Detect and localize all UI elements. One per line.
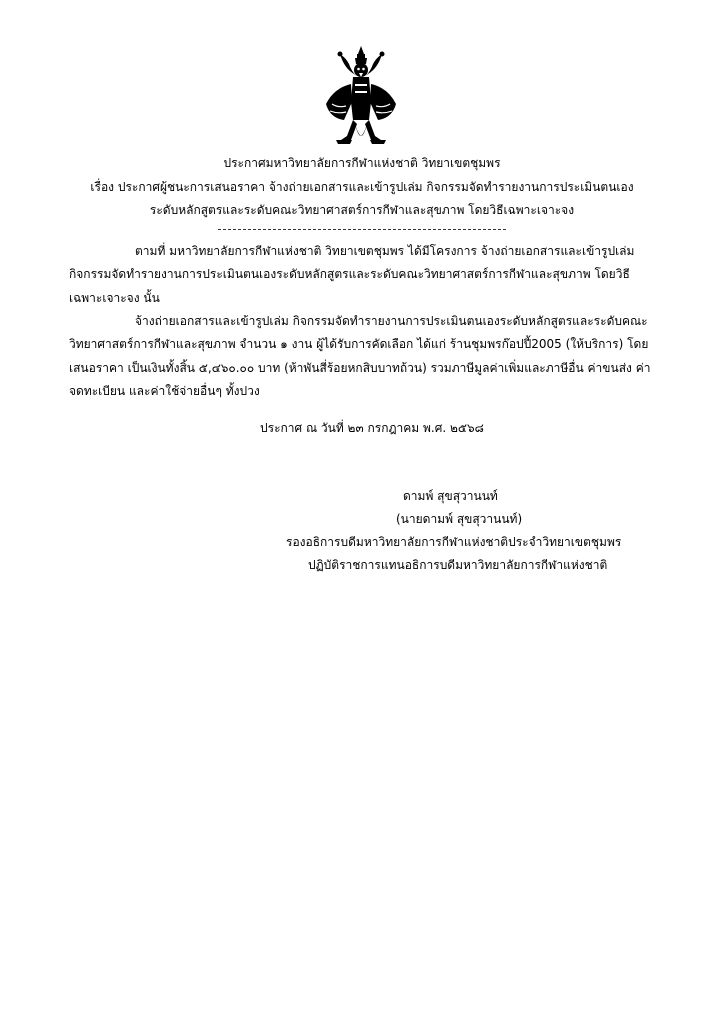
header-divider — [218, 229, 506, 230]
subject-line-1: เรื่อง ประกาศผู้ชนะการเสนอราคา จ้างถ่ายเอกสารและเข้ารูปเล่ม กิจกรรมจัดทำรายงานการประเมินตนเอง — [90, 180, 634, 194]
subject-line-2: ระดับหลักสูตรและระดับคณะวิทยาศาสตร์การกีฬาและสุขภาพ โดยวิธีเฉพาะเจาะจง — [149, 203, 575, 217]
para2-line-3: เสนอราคา เป็นเงินทั้งสิ้น ๕,๔๖๐.๐๐ บาท (ห้าพันสี่ร้อยหกสิบบาทถ้วน) รวมภาษีมูลค่าเพิ่มและภาษีอื่น ค่าขนส่ง ค่า — [69, 361, 651, 375]
signature: ดามพ์ สุขสุวานนท์ — [403, 489, 498, 503]
para2-line-4: จดทะเบียน และค่าใช้จ่ายอื่นๆ ทั้งปวง — [69, 384, 260, 398]
para2-line-2: วิทยาศาสตร์การกีฬาและสุขภาพ จำนวน ๑ งาน ผู้ได้รับการคัดเลือก ได้แก่ ร้านชุมพรก๊อปปี้2005 (ให้บริการ) โดย — [69, 337, 649, 351]
para1-line-1: ตามที่ มหาวิทยาลัยการกีฬาแห่งชาติ วิทยาเขตชุมพร ได้มีโครงการ จ้างถ่ายเอกสารและเข้ารูปเล่ม — [135, 244, 635, 258]
garuda-emblem-icon — [322, 44, 400, 150]
para2-line-1: จ้างถ่ายเอกสารและเข้ารูปเล่ม กิจกรรมจัดทำรายงานการประเมินตนเองระดับหลักสูตรและระดับคณะ — [135, 314, 648, 328]
signatory-position-1: รองอธิการบดีมหาวิทยาลัยการกีฬาแห่งชาติประจำวิทยาเขตชุมพร — [286, 535, 622, 549]
para1-line-3: เฉพาะเจาะจง นั้น — [69, 291, 160, 305]
announcement-title: ประกาศมหาวิทยาลัยการกีฬาแห่งชาติ วิทยาเขตชุมพร — [223, 156, 501, 170]
signatory-name: (นายดามพ์ สุขสุวานนท์) — [396, 512, 523, 526]
announcement-date: ประกาศ ณ วันที่ ๒๓ กรกฎาคม พ.ศ. ๒๕๖๘ — [260, 421, 484, 435]
signatory-position-2: ปฏิบัติราชการแทนอธิการบดีมหาวิทยาลัยการกีฬาแห่งชาติ — [308, 558, 608, 572]
para1-line-2: กิจกรรมจัดทำรายงานการประเมินตนเองระดับหลักสูตรและระดับคณะวิทยาศาสตร์การกีฬาและสุขภาพ โดยวิธี — [69, 267, 630, 281]
